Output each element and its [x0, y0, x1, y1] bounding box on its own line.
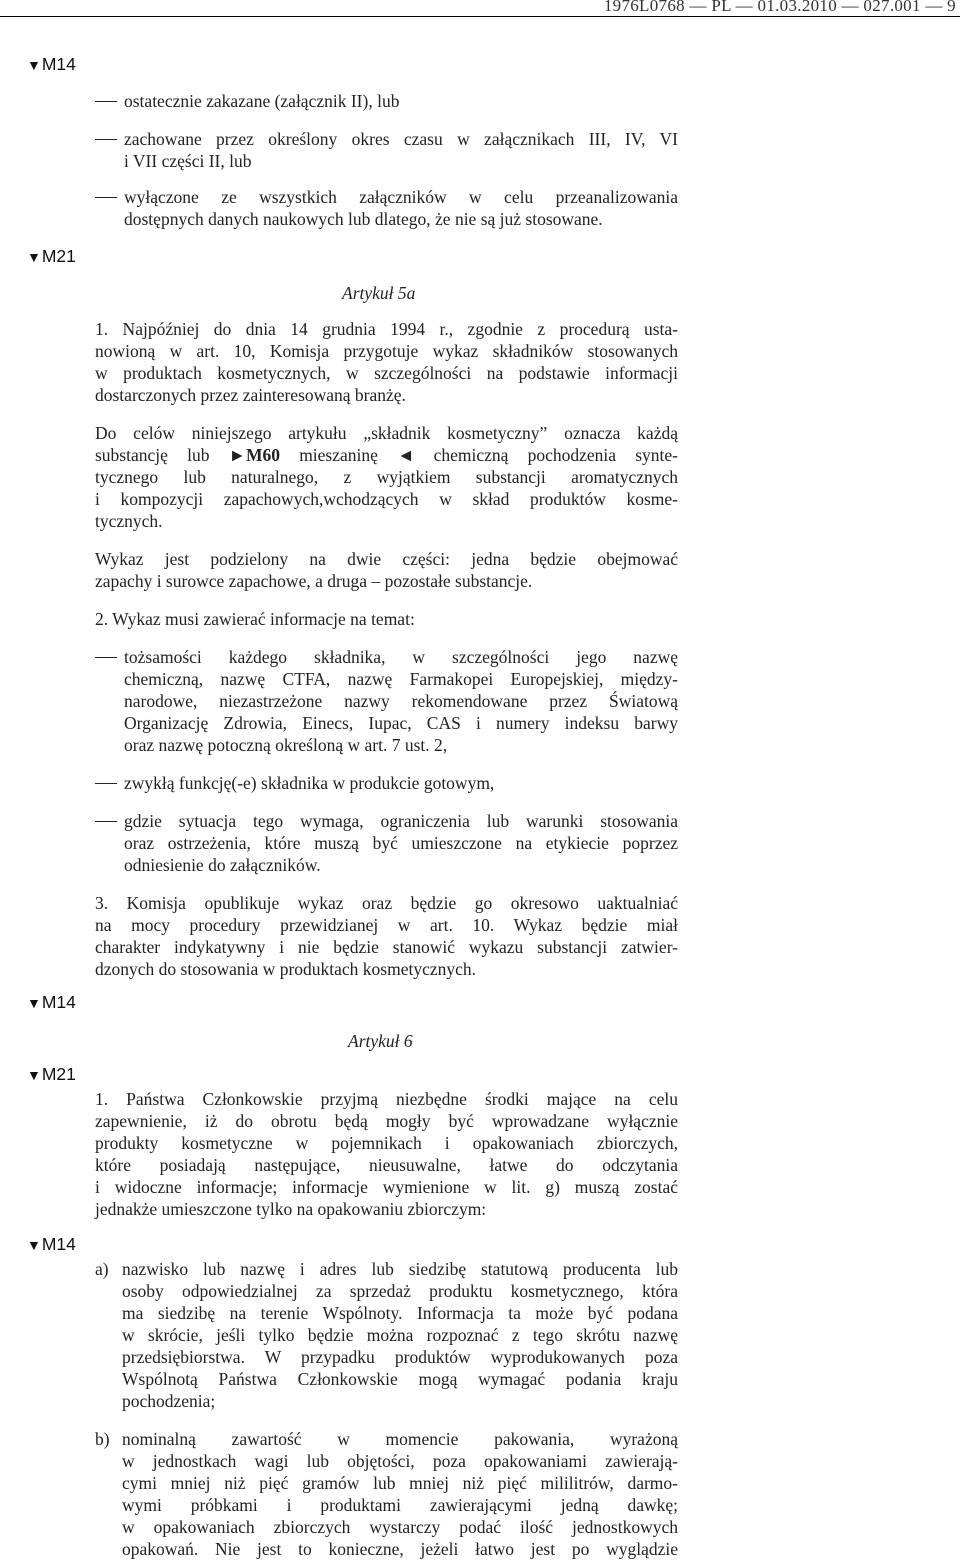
- dash-item-text: Organizację Zdrowia, Einecs, Iupac, CAS i numery indeksu barwy: [124, 713, 678, 733]
- paragraph-line: Do celów niniejszego artykułu „składnik kosmetyczny” oznacza każdą: [95, 423, 678, 443]
- paragraph-line: charakter indykatywny i nie będzie stanowić wykazu substancji zatwier-: [95, 937, 678, 957]
- dash-bullet: [95, 657, 117, 658]
- paragraph-line: dostarczonych przez zainteresowaną branżę.: [95, 385, 406, 405]
- amendment-marker-m21: ▼M21: [27, 1064, 76, 1084]
- page-header: [0, 0, 960, 17]
- article-title: Artykuł 6: [348, 1031, 413, 1051]
- triangle-down-icon: ▼: [27, 1237, 41, 1253]
- dash-item-text: zwykłą funkcję(-e) składnika w produkcie gotowym,: [124, 773, 495, 793]
- list-item-text: nazwisko lub nazwę i adres lub siedzibę statutową producenta lub: [122, 1259, 678, 1279]
- amendment-reference-link[interactable]: ►M60: [228, 445, 280, 465]
- dash-item-text: wyłączone ze wszystkich załączników w celu przeanalizowania: [124, 187, 678, 207]
- dash-item-text: odniesienie do załączników.: [124, 855, 321, 875]
- list-item-text: wymi próbkami i produktami zawierającymi jedną dawkę;: [122, 1495, 678, 1515]
- paragraph-line: zapachy i surowce zapachowe, a druga – pozostałe substancje.: [95, 571, 533, 591]
- list-item-text: w opakowaniach zbiorczych wystarczy podać ilość jednostkowych: [122, 1517, 678, 1537]
- paragraph-line: produkty kosmetyczne w pojemnikach i opakowaniach zbiorczych,: [95, 1133, 678, 1153]
- dash-bullet: [95, 139, 117, 140]
- list-item-text: osoby odpowiedzialnej za sprzedaż produktu kosmetycznego, która: [122, 1281, 678, 1301]
- dash-item-text: narodowe, niezastrzeżone nazwy rekomendowane przez Światową: [124, 691, 678, 711]
- list-item-text: Wspólnotą Państwa Członkowskie mogą wymagać podania kraju: [122, 1369, 678, 1389]
- list-item-text: w skrócie, jeśli tylko będzie można rozpoznać z tego skrótu nazwę: [122, 1325, 678, 1345]
- paragraph-line: tycznych.: [95, 511, 163, 531]
- paragraph-line: jednakże umieszczone tylko na opakowaniu zbiorczym:: [95, 1199, 487, 1219]
- paragraph-line: 2. Wykaz musi zawierać informacje na temat:: [95, 609, 415, 629]
- list-item-text: przedsiębiorstwa. W przypadku produktów wyprodukowanych poza: [122, 1347, 678, 1367]
- list-item-text: pochodzenia;: [122, 1391, 216, 1411]
- dash-item-text: tożsamości każdego składnika, w szczególności jego nazwę: [124, 647, 678, 667]
- dash-bullet: [95, 101, 117, 102]
- list-item-label: a): [95, 1259, 109, 1279]
- list-item-text: opakowań. Nie jest to konieczne, jeżeli łatwo jest po wyglądzie: [122, 1539, 678, 1559]
- paragraph-line: 3. Komisja opublikuje wykaz oraz będzie go okresowo uaktualniać: [95, 893, 678, 913]
- amendment-marker-m14: ▼M14: [27, 54, 76, 74]
- dash-bullet: [95, 783, 117, 784]
- document-reference: 1976L0768 — PL — 01.03.2010 — 027.001 — 9: [603, 0, 956, 15]
- paragraph-line: które posiadają następujące, nieusuwalne, łatwe do odczytania: [95, 1155, 678, 1175]
- dash-item-text: oraz nazwę potoczną określoną w art. 7 ust. 2,: [124, 735, 448, 755]
- triangle-down-icon: ▼: [27, 249, 41, 265]
- paragraph-line: 1. Państwa Członkowskie przyjmą niezbędne środki mające na celu: [95, 1089, 678, 1109]
- paragraph-line: Wykaz jest podzielony na dwie części: jedna będzie obejmować: [95, 549, 678, 569]
- dash-item-text: zachowane przez określony okres czasu w załącznikach III, IV, VI: [124, 129, 678, 149]
- list-item-text: nominalną zawartość w momencie pakowania, wyrażoną: [122, 1429, 678, 1449]
- paragraph-line: w produktach kosmetycznych, w szczególności na podstawie informacji: [95, 363, 678, 383]
- list-item-text: ma siedzibę na terenie Wspólnoty. Informacja ta może być podana: [122, 1303, 678, 1323]
- paragraph-line: nowioną w art. 10, Komisja przygotuje wykaz składników stosowanych: [95, 341, 678, 361]
- dash-item-text: chemiczną, nazwę CTFA, nazwę Farmakopei Europejskiej, między-: [124, 669, 678, 689]
- amendment-marker-m14: ▼M14: [27, 992, 76, 1012]
- paragraph-line: i widoczne informacje; informacje wymienione w lit. g) muszą zostać: [95, 1177, 678, 1197]
- dash-bullet: [95, 197, 117, 198]
- paragraph-line: 1. Najpóźniej do dnia 14 grudnia 1994 r., zgodnie z procedurą usta-: [95, 319, 678, 339]
- amendment-marker-m21: ▼M21: [27, 246, 76, 266]
- article-title: Artykuł 5a: [342, 283, 416, 303]
- paragraph-line: i kompozycji zapachowych,wchodzących w skład produktów kosme-: [95, 489, 678, 509]
- list-item-text: w jednostkach wagi lub objętości, poza opakowaniami zawierają-: [122, 1451, 678, 1471]
- triangle-down-icon: ▼: [27, 57, 41, 73]
- dash-bullet: [95, 821, 117, 822]
- triangle-down-icon: ▼: [27, 995, 41, 1011]
- paragraph-line: dzonych do stosowania w produktach kosmetycznych.: [95, 959, 477, 979]
- list-item-label: b): [95, 1429, 110, 1449]
- paragraph-line: tycznego lub naturalnego, z wyjątkiem substancji aromatycznych: [95, 467, 678, 487]
- dash-item-text: i VII części II, lub: [124, 151, 252, 171]
- dash-item-text: ostatecznie zakazane (załącznik II), lub: [124, 91, 400, 111]
- paragraph-line: na mocy procedury przewidzianej w art. 10. Wykaz będzie miał: [95, 915, 678, 935]
- paragraph-line: zapewnienie, iż do obrotu będą mogły być wprowadzane wyłącznie: [95, 1111, 678, 1131]
- dash-item-text: dostępnych danych naukowych lub dlatego, że nie są już stosowane.: [124, 209, 603, 229]
- paragraph-line: substancję lub ►M60 mieszaninę ◄ chemiczną pochodzenia synte-: [95, 445, 679, 465]
- triangle-down-icon: ▼: [27, 1067, 41, 1083]
- dash-item-text: gdzie sytuacja tego wymaga, ograniczenia lub warunki stosowania: [124, 811, 678, 831]
- amendment-marker-m14: ▼M14: [27, 1234, 76, 1254]
- dash-item-text: oraz ostrzeżenia, które muszą być umieszczone na etykiecie poprzez: [124, 833, 678, 853]
- list-item-text: cymi mniej niż pięć gramów lub mniej niż pięć mililitrów, darmo-: [122, 1473, 678, 1493]
